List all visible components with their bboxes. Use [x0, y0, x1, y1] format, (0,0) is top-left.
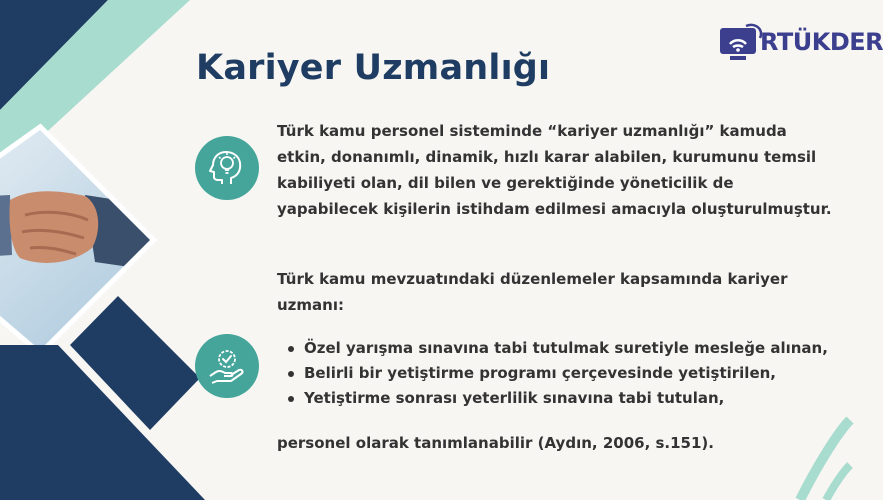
hand-badge-icon: [195, 334, 259, 398]
logo-text: RTÜKDER: [760, 28, 883, 56]
intro-paragraph: Türk kamu personel sisteminde “kariyer uzmanlığı” kamuda etkin, donanımlı, dinamik, hızlı karar alabilen, kurumunu temsil kabiliyeti olan, dil bilen ve gerektiğinde yöneticilik de yapabilecek kişilerin istihdam edilmesi amacıyla oluşturulmuştur.: [277, 122, 832, 218]
list-item: Yetiştirme sonrası yeterlilik sınavına tabi tutulan,: [286, 386, 828, 411]
list-item: Belirli bir yetiştirme programı çerçevesinde yetiştirilen,: [286, 361, 828, 386]
list-item: Özel yarışma sınavına tabi tutulmak suretiyle mesleğe alınan,: [286, 336, 828, 361]
conclusion-text: personel olarak tanımlanabilir (Aydın, 2006, s.151).: [277, 434, 714, 452]
head-lightbulb-icon: [195, 136, 259, 200]
mint-curve-shape: [800, 420, 850, 500]
definition-lead: Türk kamu mevzuatındaki düzenlemeler kapsamında kariyer uzmanı:: [277, 270, 788, 314]
slide-title: Kariyer Uzmanlığı: [196, 48, 551, 88]
mint-curve-shape: [826, 465, 850, 500]
criteria-list: [286, 336, 828, 411]
